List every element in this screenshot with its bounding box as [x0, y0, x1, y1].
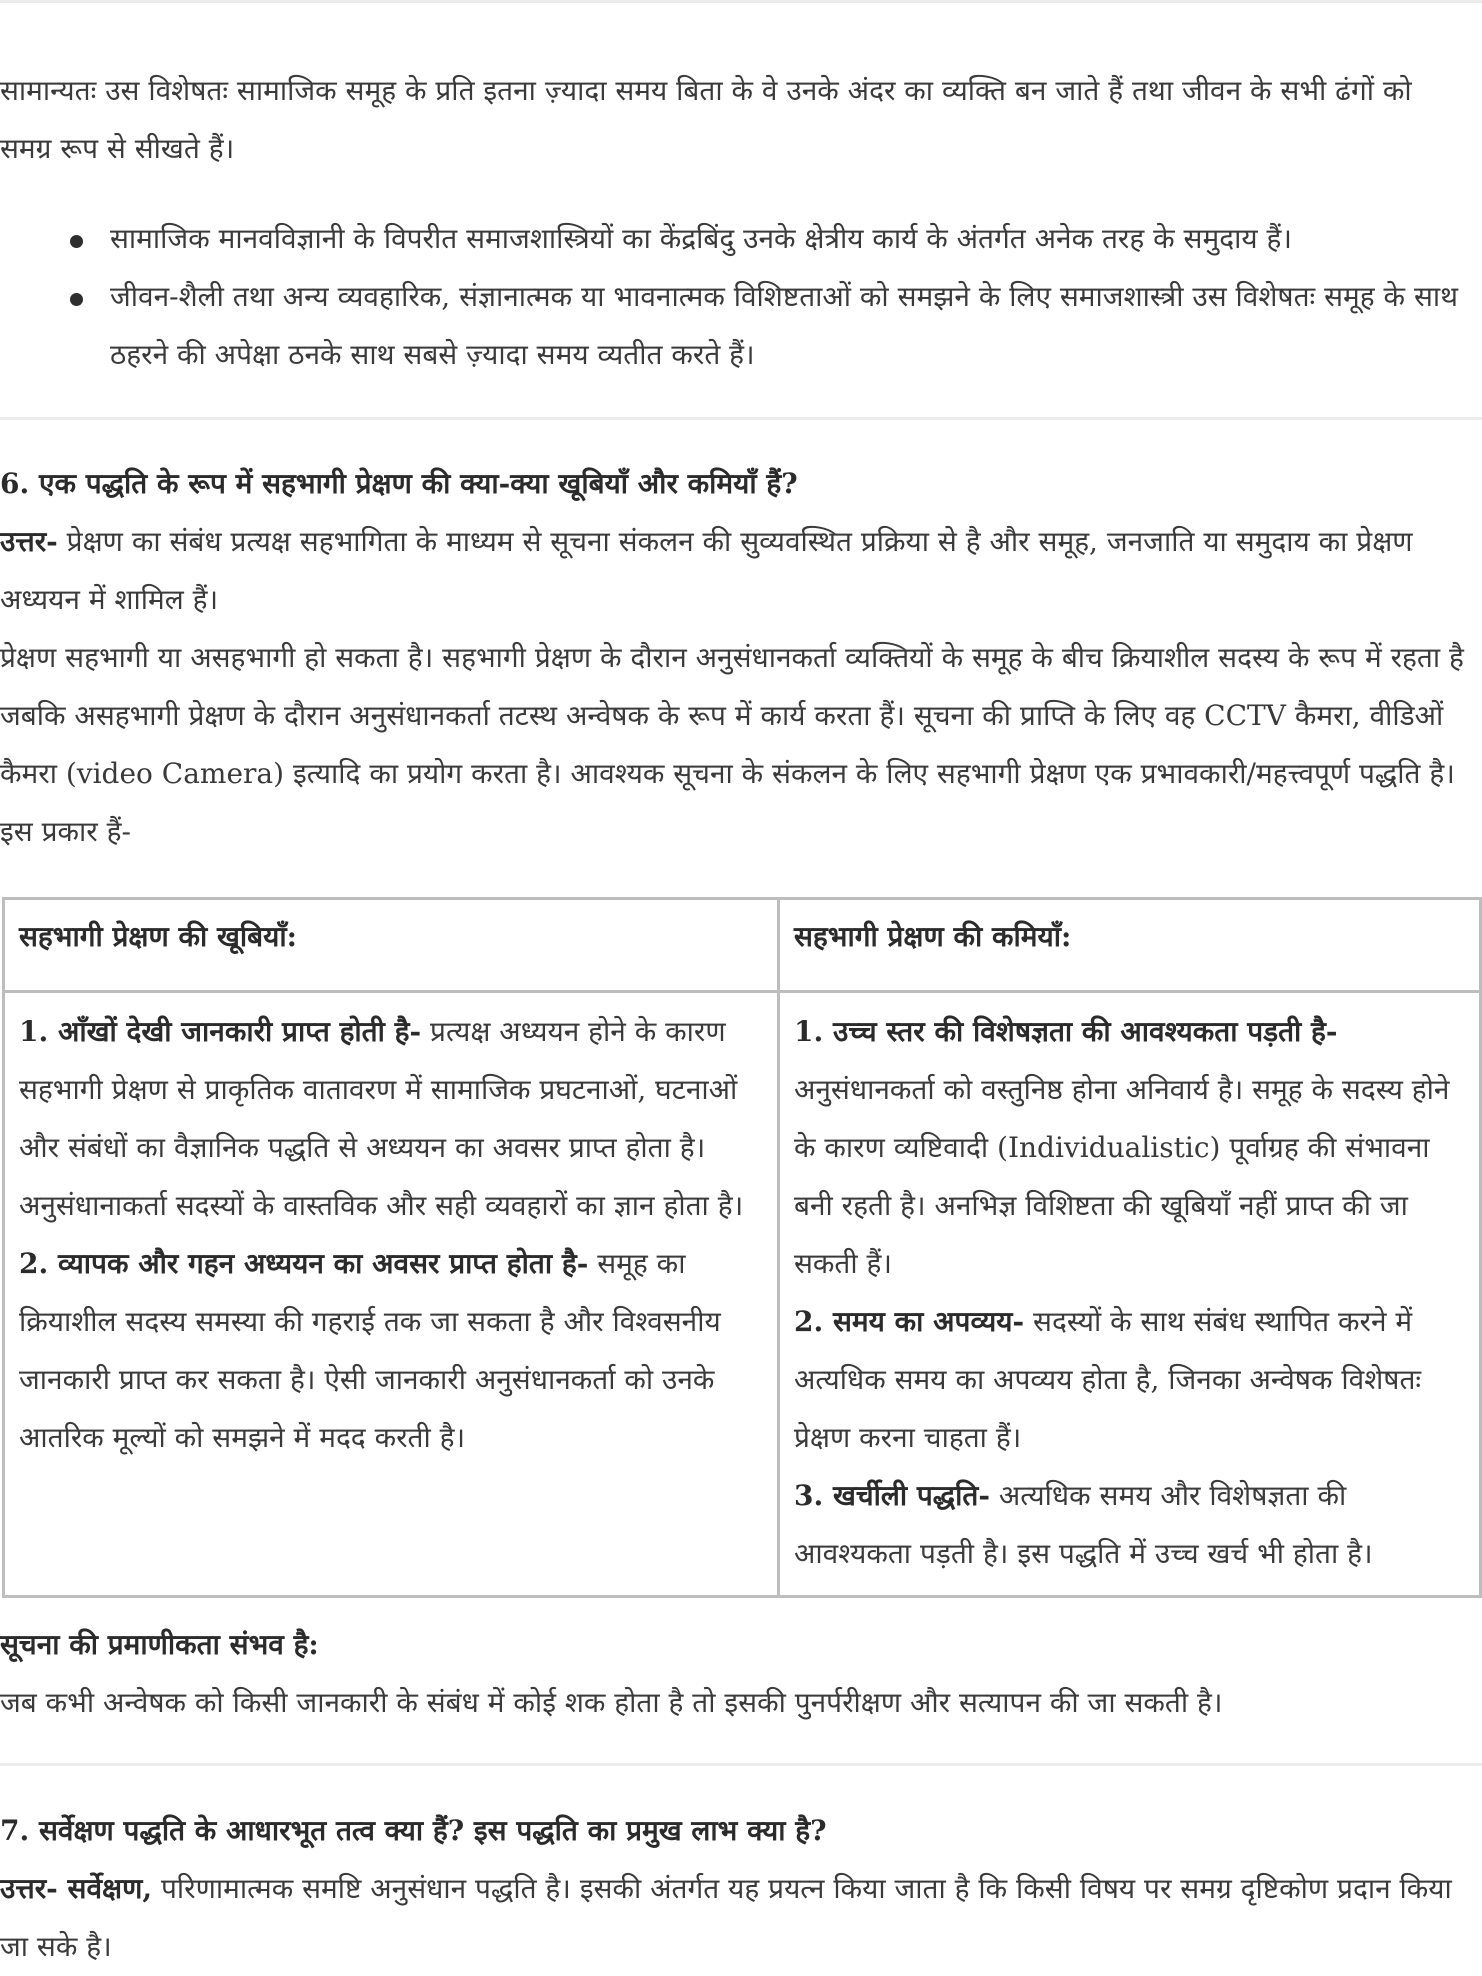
answer-text: प्रेक्षण का संबंध प्रत्यक्ष सहभागिता के माध्यम से सूचना संकलन की सुव्यवस्थित प्रक्रिया से है और समूह, जनजाति या समुदाय का प्रेक्षण अध्ययन में शामिल हैं। — [0, 525, 1413, 616]
merits-cell — [4, 992, 779, 1597]
question-7-heading — [0, 1802, 1470, 1860]
demerit-item: 1. उच्च स्तर की विशेषज्ञता की आवश्यकता पड़ती है- अनुसंधानकर्ता को वस्तुनिष्ठ होना अनिवार्य है। समूह के सदस्य होने के कारण व्यष्टिवादी (Individualistic) पूर्वाग्रह की संभावना बनी रहती है। अनभिज्ञ विशिष्टता की खूबियाँ नहीं प्राप्त की जा सकती हैं। — [794, 1015, 1450, 1280]
answer-label: उत्तर- सर्वेक्षण, — [0, 1872, 153, 1905]
merit-item: 1. आँखों देखी जानकारी प्राप्त होती है- प्रत्यक्ष अध्ययन होने के कारण सहभागी प्रेक्षण से प्राकृतिक वातावरण में सामाजिक प्रघटनाओं, घटनाओं और संबंधों का वैज्ञानिक पद्धति से अध्ययन का अवसर प्राप्त होता है। अनुसंधानाकर्ता सदस्यों के वास्तविक और सही व्यवहारों का ज्ञान होता है। — [19, 1015, 744, 1222]
question-6-answer — [0, 513, 1470, 629]
merits-demerits-table — [2, 897, 1482, 1598]
answer-label: उत्तर- — [0, 525, 58, 558]
list-item: सामाजिक मानवविज्ञानी के विपरीत समाजशास्त्रियों का केंद्रबिंदु उनके क्षेत्रीय कार्य के अंतर्गत अनेक तरह के समुदाय हैं। — [0, 210, 1470, 268]
demerit-item: 2. समय का अपव्यय- सदस्यों के साथ संबंध स्थापित करने में अत्यधिक समय का अपव्यय होता है, जिनका अन्वेषक विशेषतः प्रेक्षण करना चाहता हैं। — [794, 1305, 1422, 1454]
table-header-row — [4, 899, 1481, 992]
top-divider — [0, 0, 1482, 3]
question-6-heading — [0, 455, 1470, 513]
list-item: जीवन-शैली तथा अन्य व्यवहारिक, संज्ञानात्मक या भावनात्मक विशिष्टताओं को समझने के लिए समाजशास्त्री उस विशेषतः समूह के साथ ठहरने की अपेक्षा ठनके साथ सबसे ज़्यादा समय व्यतीत करते हैं। — [0, 268, 1470, 384]
question-7-text: 7. सर्वेक्षण पद्धति के आधारभूत तत्व क्या हैं? इस पद्धति का प्रमुख लाभ क्या है? — [0, 1814, 827, 1847]
intro-bullet-list — [0, 210, 1470, 384]
demerit-item: 3. खर्चीली पद्धति- अत्यधिक समय और विशेषज्ञता की आवश्यकता पड़ती है। इस पद्धति में उच्च खर्च भी होता है। — [794, 1479, 1373, 1570]
demerits-cell — [779, 992, 1481, 1597]
table-row — [4, 992, 1481, 1597]
demerits-header: सहभागी प्रेक्षण की कमियाँ: — [779, 899, 1481, 992]
intro-paragraph: सामान्यतः उस विशेषतः सामाजिक समूह के प्रति इतना ज़्यादा समय बिता के वे उनके अंदर का व्यक्ति बन जाते हैं तथा जीवन के सभी ढंगों को समग्र रूप से सीखते हैं। — [0, 74, 1412, 165]
authenticity-text: जब कभी अन्वेषक को किसी जानकारी के संबंध में कोई शक होता है तो इसकी पुनर्परीक्षण और सत्यापन की जा सकती है। — [0, 1686, 1223, 1719]
authenticity-heading: सूचना की प्रमाणीकता संभव है: — [0, 1628, 319, 1661]
question-7-answer — [0, 1860, 1470, 1976]
answer-text: परिणामात्मक समष्टि अनुसंधान पद्धति है। इसकी अंतर्गत यह प्रयत्न किया जाता है कि किसी विषय पर समग्र दृष्टिकोण प्रदान किया जा सके है। — [0, 1872, 1452, 1963]
question-6-text: 6. एक पद्धति के रूप में सहभागी प्रेक्षण की क्या-क्या खूबियाँ और कमियाँ हैं? — [0, 467, 798, 500]
merits-header: सहभागी प्रेक्षण की खूबियाँ: — [4, 899, 779, 992]
section-divider — [0, 1763, 1482, 1766]
question-6-answer-paragraph: प्रेक्षण सहभागी या असहभागी हो सकता है। सहभागी प्रेक्षण के दौरान अनुसंधानकर्ता व्यक्तियों के समूह के बीच क्रियाशील सदस्य के रूप में रहता है जबकि असहभागी प्रेक्षण के दौरान अनुसंधानकर्ता तटस्थ अन्वेषक के रूप में कार्य करता हैं। सूचना की प्राप्ति के लिए वह CCTV कैमरा, वीडिओं कैमरा (video Camera) इत्यादि का प्रयोग करता है। आवश्यक सूचना के संकलन के लिए सहभागी प्रेक्षण एक प्रभावकारी/महत्त्वपूर्ण पद्धति है। इस प्रकार हैं- — [0, 641, 1464, 848]
section-divider — [0, 417, 1482, 420]
merit-item: 2. व्यापक और गहन अध्ययन का अवसर प्राप्त होता है- समूह का क्रियाशील सदस्य समस्या की गहराई तक जा सकता है और विश्वसनीय जानकारी प्राप्त कर सकता है। ऐसी जानकारी अनुसंधानकर्ता को उनके आतरिक मूल्यों को समझने में मदद करती है। — [19, 1247, 721, 1454]
